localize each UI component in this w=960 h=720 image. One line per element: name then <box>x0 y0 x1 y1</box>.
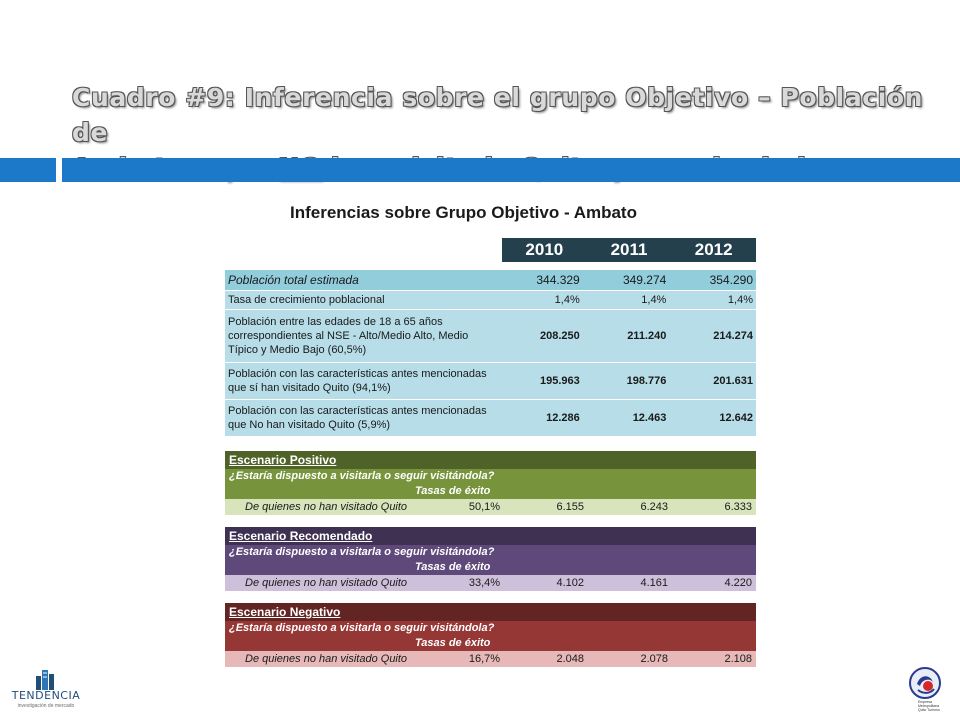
value-2010: 2.048 <box>556 653 585 665</box>
row-label: Tasa de crecimiento poblacional <box>225 291 496 310</box>
cell-2011: 349.274 <box>583 270 670 291</box>
scenario-positive <box>225 451 756 515</box>
row-label: Población entre las edades de 18 a 65 años correspondientes al NSE - Alto/Medio Alto, Medio Típico y Medio Bajo (60,5%) <box>225 310 496 363</box>
scenario-question: ¿Estaría dispuesto a visitarla o seguir visitándola? <box>229 546 495 558</box>
logo-text-line: Quito Turismo <box>918 708 940 712</box>
cell-2010: 1,4% <box>496 291 583 310</box>
cell-2011: 1,4% <box>583 291 670 310</box>
row-label: De quienes no han visitado Quito <box>245 653 408 665</box>
row-label: Población con las características antes mencionadas que sí han visitado Quito (94,1%) <box>225 363 496 400</box>
scenario-question-block <box>225 621 756 651</box>
cell-2012: 201.631 <box>669 363 756 400</box>
cell-2010: 344.329 <box>496 270 583 291</box>
population-table <box>225 270 756 437</box>
value-2012: 6.333 <box>724 501 752 513</box>
year-header <box>502 238 756 262</box>
value-2010: 4.102 <box>556 577 585 589</box>
success-rate: 33,4% <box>468 577 501 589</box>
cell-2012: 214.274 <box>669 310 756 363</box>
table-caption: Inferencias sobre Grupo Objetivo - Ambato <box>290 203 637 222</box>
scenario-title: Escenario Positivo <box>225 451 756 469</box>
scenario-question-block <box>225 545 756 575</box>
cell-2010: 12.286 <box>496 400 583 437</box>
scenario-question: ¿Estaría dispuesto a visitarla o seguir visitándola? <box>229 622 495 634</box>
scenario-negative <box>225 603 756 667</box>
accent-bar-right <box>62 158 960 182</box>
logo-text-line: Empresa <box>918 700 933 704</box>
scenario-question-block <box>225 469 756 499</box>
value-2012: 2.108 <box>724 653 752 665</box>
accent-bar-left <box>0 158 56 182</box>
cell-2011: 12.463 <box>583 400 670 437</box>
year-2012: 2012 <box>694 240 733 259</box>
table-row <box>225 363 756 400</box>
cell-2010: 195.963 <box>496 363 583 400</box>
row-label: Población total estimada <box>225 270 496 291</box>
cell-2010: 208.250 <box>496 310 583 363</box>
cell-2012: 12.642 <box>669 400 756 437</box>
scenario-row <box>225 651 756 667</box>
scenario-question: ¿Estaría dispuesto a visitarla o seguir visitándola? <box>229 470 495 482</box>
value-2010: 6.155 <box>556 501 585 513</box>
scenario-title: Escenario Recomendado <box>225 527 756 545</box>
scenario-recommended <box>225 527 756 591</box>
success-rate: 16,7% <box>468 653 501 665</box>
value-2012: 4.220 <box>724 577 752 589</box>
row-label: Población con las características antes mencionadas que No han visitado Quito (5,9%) <box>225 400 496 437</box>
table-row <box>225 310 756 363</box>
scenario-row <box>225 499 756 515</box>
logo-text <box>918 700 940 712</box>
logo-name: TENDENCIA <box>11 689 81 702</box>
tendencia-logo <box>4 668 88 716</box>
year-2011: 2011 <box>610 240 648 259</box>
value-2011: 6.243 <box>640 501 668 513</box>
value-2011: 4.161 <box>640 577 668 589</box>
quito-turismo-emblem-icon <box>908 666 942 700</box>
year-2010: 2010 <box>525 240 564 259</box>
cell-2012: 1,4% <box>669 291 756 310</box>
scenario-row <box>225 575 756 591</box>
rates-label: Tasas de éxito <box>415 637 491 649</box>
rates-label: Tasas de éxito <box>415 561 491 573</box>
cell-2011: 211.240 <box>583 310 670 363</box>
quito-turismo-logo <box>906 664 956 716</box>
success-rate: 50,1% <box>468 501 501 513</box>
table-row <box>225 400 756 437</box>
logo-text-line: Metropolitana <box>918 704 940 708</box>
value-2011: 2.078 <box>640 653 668 665</box>
rates-label: Tasas de éxito <box>415 485 491 497</box>
table-row <box>225 270 756 291</box>
row-label: De quienes no han visitado Quito <box>245 577 408 589</box>
slide-title-line1: Cuadro #9: Inferencia sobre el grupo Objetivo – Población de <box>72 83 924 147</box>
scenario-title: Escenario Negativo <box>225 603 756 621</box>
buildings-icon <box>34 668 58 690</box>
row-label: De quienes no han visitado Quito <box>245 501 408 513</box>
cell-2011: 198.776 <box>583 363 670 400</box>
logo-tagline: investigación de mercado <box>17 703 75 709</box>
cell-2012: 354.290 <box>669 270 756 291</box>
table-row <box>225 291 756 310</box>
